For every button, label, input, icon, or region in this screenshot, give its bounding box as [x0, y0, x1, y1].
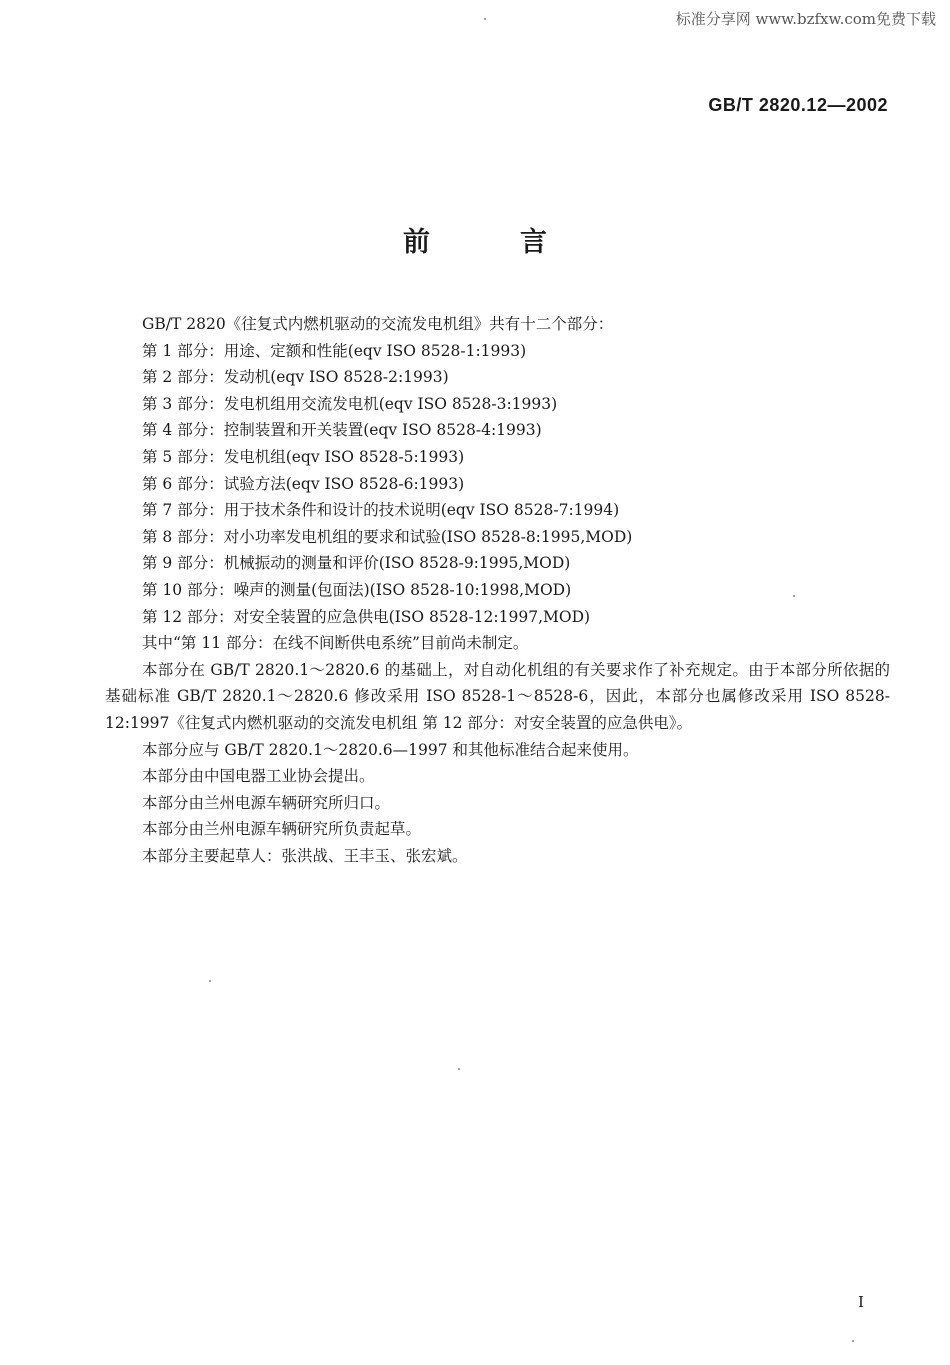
list-item-part-7: 第 7 部分：用于技术条件和设计的技术说明(eqv ISO 8528-7:1994) [142, 501, 620, 520]
paragraph-drafters: 本部分主要起草人：张洪战、王丰玉、张宏斌。 [142, 846, 468, 865]
foreword-body [105, 311, 890, 869]
list-item-part-5: 第 5 部分：发电机组(eqv ISO 8528-5:1993) [142, 447, 465, 466]
paragraph-intro: GB/T 2820《往复式内燃机驱动的交流发电机组》共有十二个部分： [142, 315, 614, 333]
list-item-part-6: 第 6 部分：试验方法(eqv ISO 8528-6:1993) [142, 474, 465, 493]
scan-speck [458, 1068, 460, 1070]
paragraph-drafted-by: 本部分由兰州电源车辆研究所负责起草。 [142, 820, 422, 839]
watermark-text: 标准分享网 www.bzfxw.com免费下载 [675, 10, 936, 28]
list-item-part-9: 第 9 部分：机械振动的测量和评价(ISO 8528-9:1995,MOD) [142, 554, 571, 573]
paragraph-proposed-by: 本部分由中国电器工业协会提出。 [142, 767, 375, 786]
list-item-part-2: 第 2 部分：发动机(eqv ISO 8528-2:1993) [142, 368, 449, 387]
paragraph-centralized-by: 本部分由兰州电源车辆研究所归口。 [142, 793, 391, 812]
page-number: I [858, 1293, 864, 1311]
list-item-part-1: 第 1 部分：用途、定额和性能(eqv ISO 8528-1:1993) [142, 341, 527, 360]
scan-speck [793, 595, 795, 597]
list-item-part-10: 第 10 部分：噪声的测量(包面法)(ISO 8528-10:1998,MOD) [142, 580, 572, 599]
list-item-part-8: 第 8 部分：对小功率发电机组的要求和试验(ISO 8528-8:1995,MOD) [142, 527, 633, 546]
scan-speck [484, 18, 486, 20]
paragraph-part-11-note: 其中“第 11 部分：在线不间断供电系统”目前尚未制定。 [142, 634, 529, 653]
list-item-part-4: 第 4 部分：控制装置和开关装置(eqv ISO 8528-4:1993) [142, 421, 542, 440]
scan-speck [852, 1340, 854, 1342]
scan-speck [209, 980, 211, 982]
paragraph-usage: 本部分应与 GB/T 2820.1～2820.6—1997 和其他标准结合起来使用。 [142, 740, 639, 759]
list-item-part-12: 第 12 部分：对安全装置的应急供电(ISO 8528-12:1997,MOD) [142, 607, 591, 626]
list-item-part-3: 第 3 部分：发电机组用交流发电机(eqv ISO 8528-3:1993) [142, 394, 558, 413]
standard-number: GB/T 2820.12—2002 [708, 95, 888, 115]
page-title: 前言 [403, 227, 637, 258]
paragraph-basis: 本部分在 GB/T 2820.1～2820.6 的基础上，对自动化机组的有关要求作了补充规定。由于本部分所依据的基础标准 GB/T 2820.1～2820.6 修改采用 ISO 8528-1～8528-6，因此，本部分也属修改采用 ISO 8528-12:1997《往复式内燃机驱动的交流发电机组 第 12 部分：对安全装置的应急供电》。 [105, 660, 890, 732]
